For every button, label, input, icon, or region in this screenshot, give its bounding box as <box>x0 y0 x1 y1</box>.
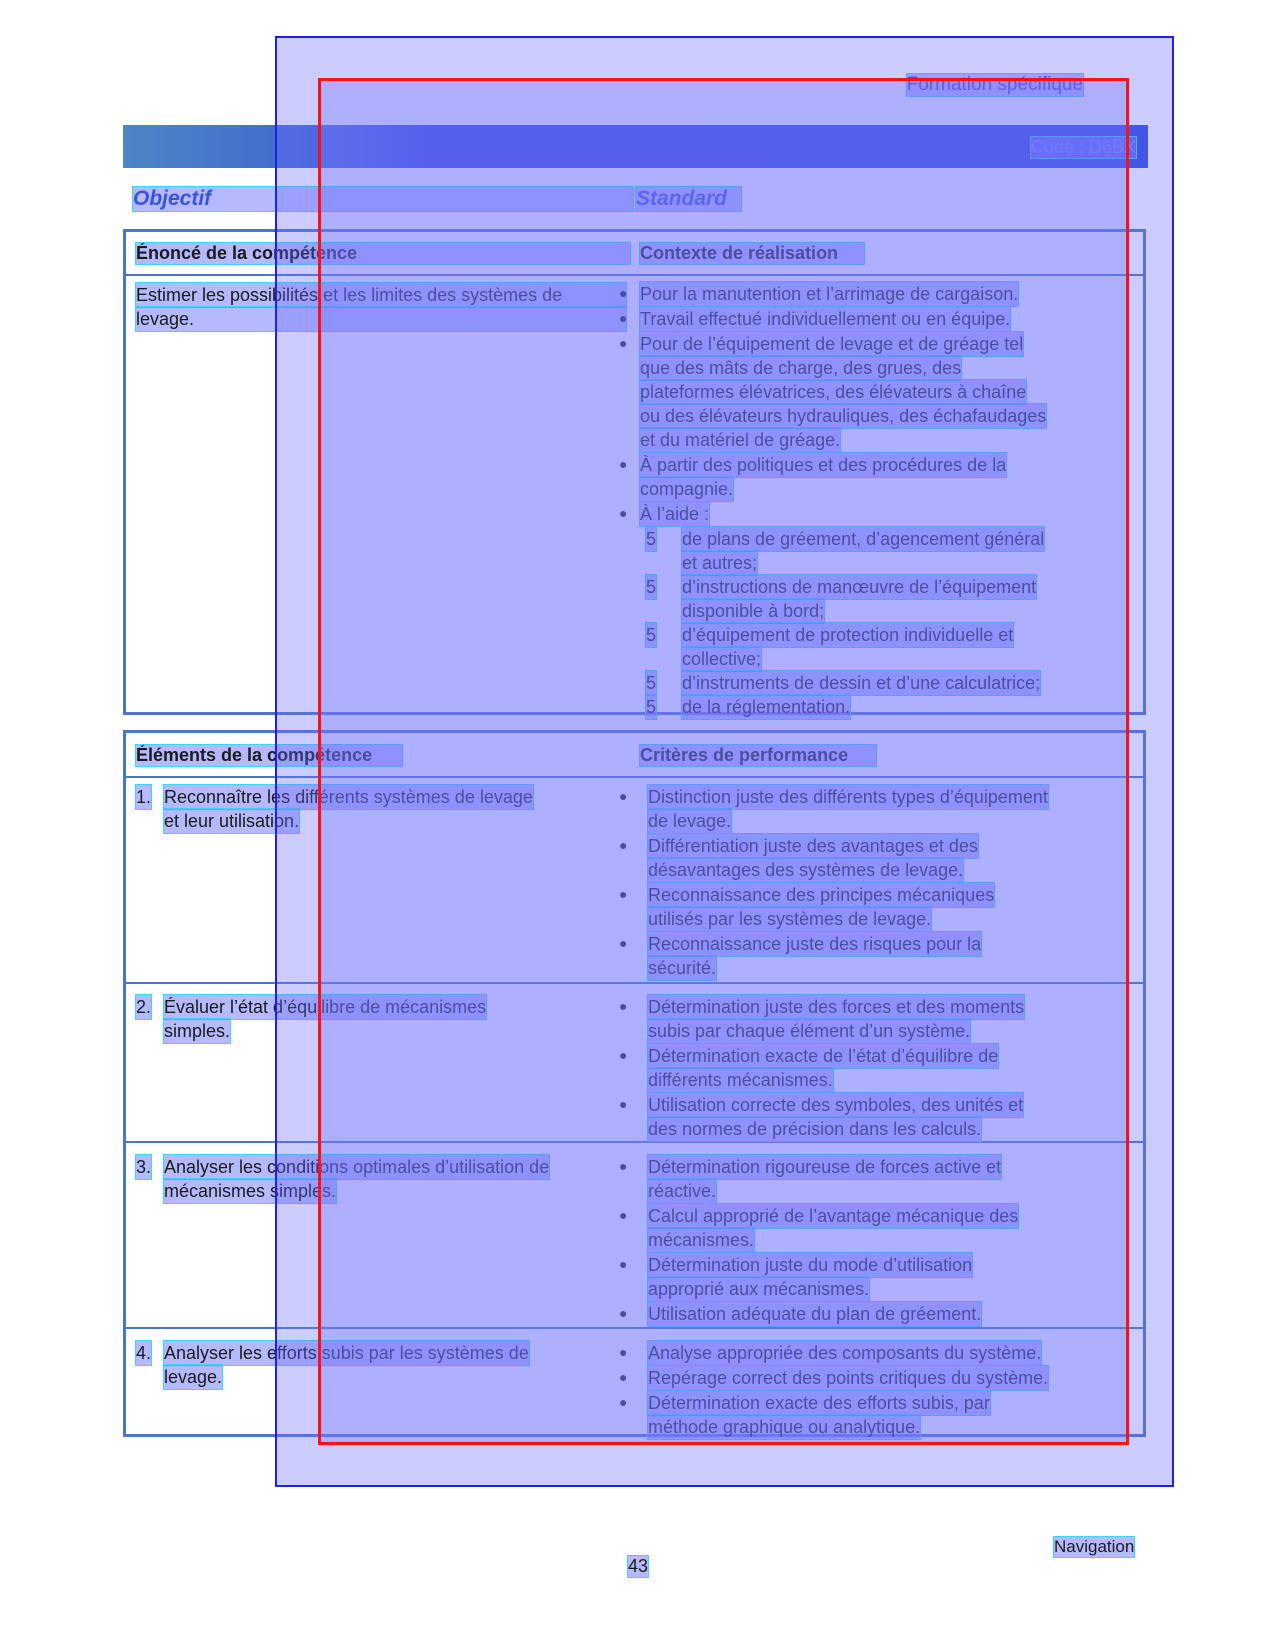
bullet-icon: ● <box>619 335 628 351</box>
criterion-line: réactive. <box>648 1181 717 1201</box>
context-subitem-line: et autres; <box>682 553 758 573</box>
bullet-icon: ● <box>619 886 628 902</box>
element-line: simples. <box>164 1021 231 1041</box>
bullet-icon: ● <box>619 456 628 472</box>
bullet-icon: ● <box>619 1047 628 1063</box>
element-number: 1. <box>136 787 152 807</box>
criterion-line: Utilisation correcte des symboles, des unités et <box>648 1095 1024 1115</box>
element-number: 3. <box>136 1157 152 1177</box>
elements-column-header: Éléments de la compétence <box>136 745 402 766</box>
formation-label: Formation spécifique <box>906 74 1083 95</box>
course-code: Code : D6BX <box>1030 137 1136 157</box>
criterion-line: Calcul approprié de l’avantage mécanique des <box>648 1206 1019 1226</box>
criterion-line: subis par chaque élément d’un système. <box>648 1021 971 1041</box>
criterion-line: Distinction juste des différents types d’équipement <box>648 787 1048 807</box>
element-line: levage. <box>164 1367 223 1387</box>
criterion-line: sécurité. <box>648 958 717 978</box>
competence-statement-line: Estimer les possibilités et les limites des systèmes de <box>136 283 626 307</box>
criterion-line: Détermination rigoureuse de forces active et <box>648 1157 1002 1177</box>
element-line: Analyser les efforts subis par les systèmes de <box>164 1343 529 1363</box>
criterion-line: Reconnaissance des principes mécaniques <box>648 885 995 905</box>
bullet-icon: ● <box>619 1369 628 1385</box>
criterion-line: Détermination juste des forces et des moments <box>648 997 1025 1017</box>
criterion-line: utilisés par les systèmes de levage. <box>648 909 932 929</box>
statement-column-header: Énoncé de la compétence <box>136 243 630 264</box>
bullet-icon: ● <box>619 837 628 853</box>
sub-bullet-marker: 5 <box>646 577 657 597</box>
criterion-line: désavantages des systèmes de levage. <box>648 860 964 880</box>
context-item-line: Pour de l’équipement de levage et de gréage tel <box>640 334 1024 354</box>
bullet-icon: ● <box>619 1344 628 1360</box>
context-item-line: Pour la manutention et l’arrimage de cargaison. <box>640 284 1019 304</box>
criterion-line: différents mécanismes. <box>648 1070 833 1090</box>
context-item-line: compagnie. <box>640 479 734 499</box>
context-subitem-line: disponible à bord; <box>682 601 825 621</box>
page-number: 43 <box>628 1556 649 1576</box>
bullet-icon: ● <box>619 1096 628 1112</box>
navigation-link[interactable]: Navigation <box>1054 1537 1135 1556</box>
criterion-line: méthode graphique ou analytique. <box>648 1417 921 1437</box>
criterion-line: Analyse appropriée des composants du système. <box>648 1343 1042 1363</box>
criterion-line: Différentiation juste des avantages et des <box>648 836 978 856</box>
context-item-line: et du matériel de gréage. <box>640 430 841 450</box>
context-subitem-line: d’instructions de manœuvre de l’équipement <box>682 577 1037 597</box>
bullet-icon: ● <box>619 1394 628 1410</box>
context-item-line: ou des élévateurs hydrauliques, des échafaudages <box>640 406 1047 426</box>
bullet-icon: ● <box>619 1207 628 1223</box>
element-number: 4. <box>136 1343 152 1363</box>
context-item-line: que des mâts de charge, des grues, des <box>640 358 962 378</box>
context-item-line: À l’aide : <box>640 504 710 524</box>
criteria-column-header: Critères de performance <box>640 745 876 766</box>
element-line: et leur utilisation. <box>164 811 300 831</box>
bullet-icon: ● <box>619 1305 628 1321</box>
criterion-line: approprié aux mécanismes. <box>648 1279 870 1299</box>
objectif-heading: Objectif <box>133 187 633 211</box>
context-item-line: À partir des politiques et des procédures de la <box>640 455 1007 475</box>
bullet-icon: ● <box>619 505 628 521</box>
context-subitem-line: d’équipement de protection individuelle et <box>682 625 1014 645</box>
element-line: Évaluer l’état d’équilibre de mécanismes <box>164 997 487 1017</box>
context-subitem-line: d’instruments de dessin et d’une calculatrice; <box>682 673 1041 693</box>
criterion-line: Utilisation adéquate du plan de gréement. <box>648 1304 982 1324</box>
criterion-line: des normes de précision dans les calculs. <box>648 1119 982 1139</box>
bullet-icon: ● <box>619 788 628 804</box>
criterion-line: Détermination exacte de l’état d’équilibre de <box>648 1046 999 1066</box>
criterion-line: mécanismes. <box>648 1230 755 1250</box>
sub-bullet-marker: 5 <box>646 625 657 645</box>
element-line: mécanismes simples. <box>164 1181 337 1201</box>
context-item-line: plateformes élévatrices, des élévateurs à chaîne <box>640 382 1027 402</box>
bullet-icon: ● <box>619 998 628 1014</box>
criterion-line: Repérage correct des points critiques du système. <box>648 1368 1049 1388</box>
element-line: Reconnaître les différents systèmes de levage <box>164 787 533 807</box>
competence-statement-line: levage. <box>136 307 626 331</box>
context-subitem-line: de plans de gréement, d’agencement général <box>682 529 1045 549</box>
bullet-icon: ● <box>619 285 628 301</box>
element-line: Analyser les conditions optimales d’utilisation de <box>164 1157 550 1177</box>
context-subitem-line: collective; <box>682 649 762 669</box>
criterion-line: Reconnaissance juste des risques pour la <box>648 934 982 954</box>
sub-bullet-marker: 5 <box>646 697 657 717</box>
bullet-icon: ● <box>619 310 628 326</box>
bullet-icon: ● <box>619 1158 628 1174</box>
bullet-icon: ● <box>619 1256 628 1272</box>
standard-heading: Standard <box>636 187 741 211</box>
sub-bullet-marker: 5 <box>646 529 657 549</box>
criterion-line: Détermination exacte des efforts subis, par <box>648 1393 990 1413</box>
context-column-header: Contexte de réalisation <box>640 243 864 264</box>
context-item-line: Travail effectué individuellement ou en équipe. <box>640 309 1011 329</box>
criterion-line: de levage. <box>648 811 732 831</box>
bullet-icon: ● <box>619 935 628 951</box>
content-region-box <box>318 78 1129 1445</box>
criterion-line: Détermination juste du mode d’utilisation <box>648 1255 973 1275</box>
sub-bullet-marker: 5 <box>646 673 657 693</box>
context-subitem-line: de la réglementation. <box>682 697 851 717</box>
element-number: 2. <box>136 997 152 1017</box>
